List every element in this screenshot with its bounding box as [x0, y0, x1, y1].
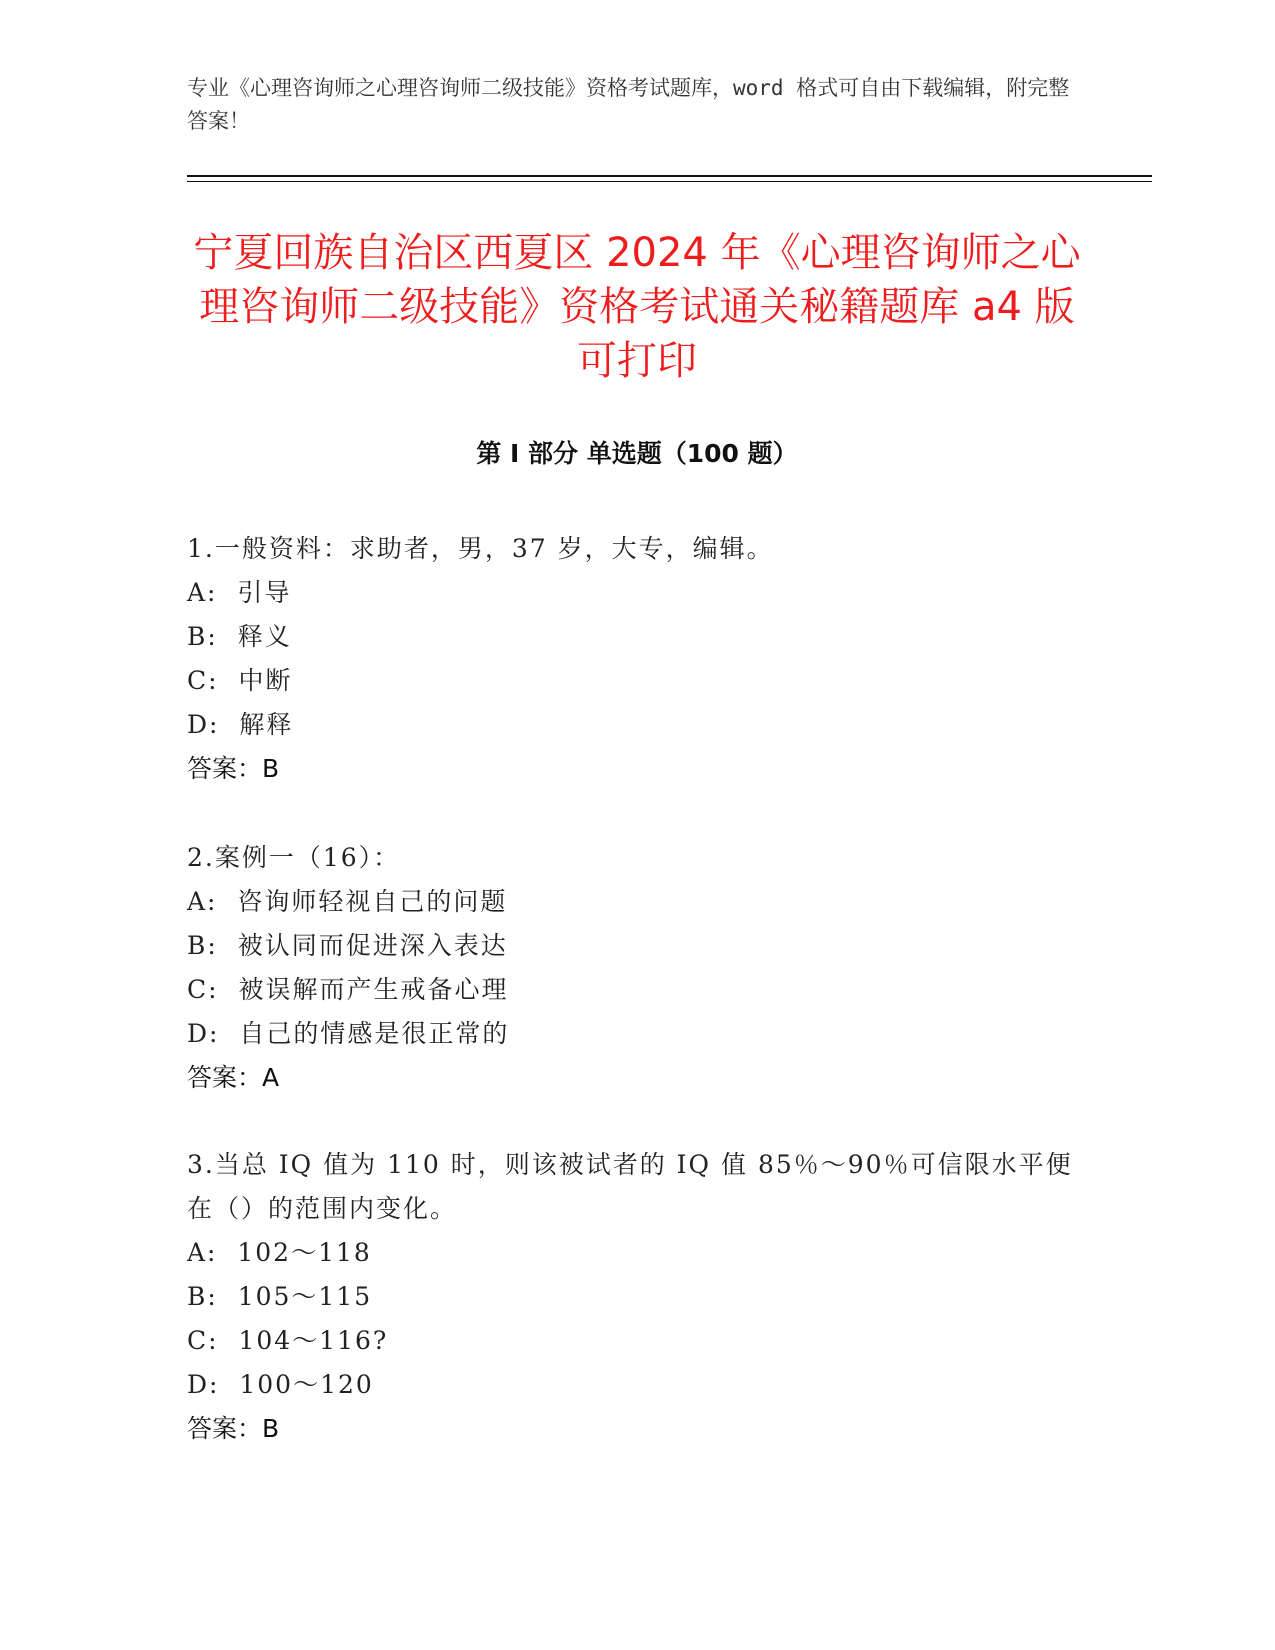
option-d: D: 自己的情感是很正常的 — [187, 1019, 510, 1048]
option-c: C: 中断 — [187, 666, 293, 695]
option-d: D: 解释 — [187, 710, 294, 739]
question-2 — [187, 836, 1087, 1100]
option-a: A: 引导 — [187, 578, 292, 607]
option-b: B: 释义 — [187, 622, 292, 651]
option-b: B: 被认同而促进深入表达 — [187, 931, 508, 960]
option-a: A: 咨询师轻视自己的问题 — [187, 887, 508, 916]
answer-line: 答案：B — [187, 754, 280, 783]
question-1 — [187, 527, 1087, 791]
question-3 — [187, 1143, 1087, 1451]
option-a: A: 102～118 — [187, 1238, 372, 1267]
option-d: D: 100～120 — [187, 1370, 374, 1399]
question-stem: 1.一般资料：求助者，男，37 岁，大专，编辑。 — [187, 534, 774, 563]
question-stem: 3.当总 IQ 值为 110 时，则该被试者的 IQ 值 85％～90％可信限水平便在（）的范围内变化。 — [187, 1150, 1073, 1223]
document-title: 宁夏回族自治区西夏区 2024 年《心理咨询师之心理咨询师二级技能》资格考试通关秘籍题库 a4 版可打印 — [193, 230, 1081, 384]
section-title: 第 I 部分 单选题（100 题） — [476, 439, 798, 468]
option-c: C: 104～116? — [187, 1326, 389, 1355]
header-divider-thin — [187, 181, 1152, 182]
option-b: B: 105～115 — [187, 1282, 373, 1311]
header-note: 专业《心理咨询师之心理咨询师二级技能》资格考试题库，word 格式可自由下载编辑，附完整答案！ — [187, 76, 1070, 133]
header-divider-thick — [187, 175, 1152, 177]
answer-line: 答案：A — [187, 1063, 280, 1092]
option-c: C: 被误解而产生戒备心理 — [187, 975, 509, 1004]
question-stem: 2.案例一（16）： — [187, 843, 401, 872]
answer-line: 答案：B — [187, 1414, 280, 1443]
